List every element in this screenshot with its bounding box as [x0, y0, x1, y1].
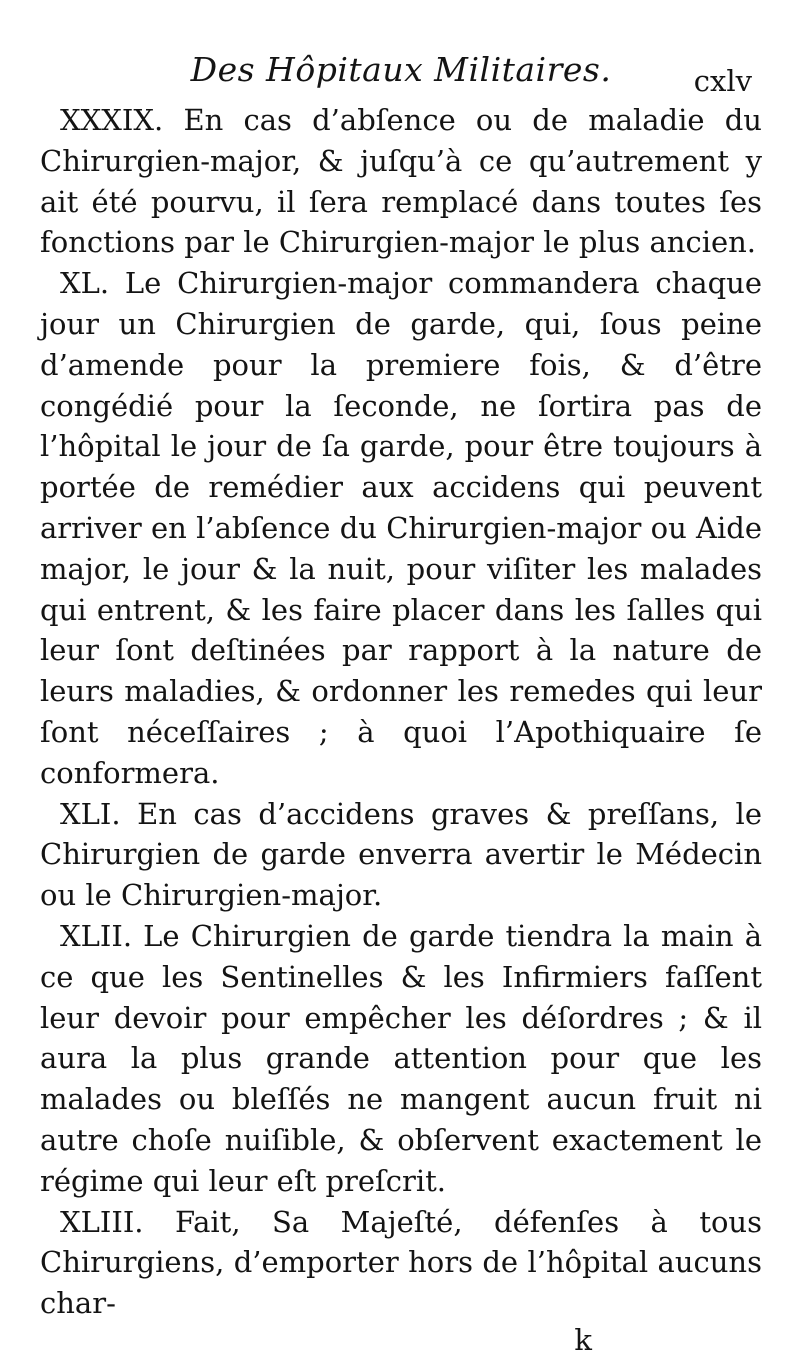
article-41: XLI. En cas d’accidens graves & preſſans, le Chirurgien de garde enverra avertir le Médecin ou le Chirurgien-major. [40, 796, 762, 913]
article-39: XXXIX. En cas d’abſence ou de maladie du Chirurgien-major, & juſqu’à ce qu’autrement y ait été pourvu, il ſera remplacé dans toutes ſes fonctions par le Chirurgien-major le plus ancien. [40, 103, 762, 260]
article-42: XLII. Le Chirurgien de garde tiendra la main à ce que les Sentinelles & les Infirmiers faſſent leur devoir pour empêcher les déſordres ; & il aura la plus grande attention pour que les malades ou bleſſés ne mangent aucun fruit ni autre choſe nuiſible, & obſervent exactement le régime qui leur eſt preſcrit. [40, 918, 762, 1198]
article-43: XLIII. Fait, Sa Majeſté, défenſes à tous Chirurgiens, d’emporter hors de l’hôpital aucuns char- [40, 1204, 762, 1321]
page-body [40, 100, 762, 1356]
page-number: cxlv [693, 64, 752, 98]
signature-mark: k [574, 1322, 592, 1357]
page-header [40, 20, 762, 98]
article-40: XL. Le Chirurgien-major commandera chaque jour un Chirurgien de garde, qui, ſous peine d’amende pour la premiere fois, & d’être congédié pour la ſeconde, ne ſortira pas de l’hôpital le jour de ſa garde, pour être toujours à portée de remédier aux accidens qui peuvent arriver en l’abſence du Chirurgien-major ou Aide major, le jour & la nuit, pour viſiter les malades qui entrent, & les faire placer dans les ſalles qui leur ſont deſtinées par rapport à la nature de leurs maladies, & ordonner les remedes qui leur ſont néceſſaires ; à quoi l’Apothiquaire ſe conformera. [40, 266, 762, 790]
running-title: Des Hôpitaux Militaires. [190, 50, 612, 89]
